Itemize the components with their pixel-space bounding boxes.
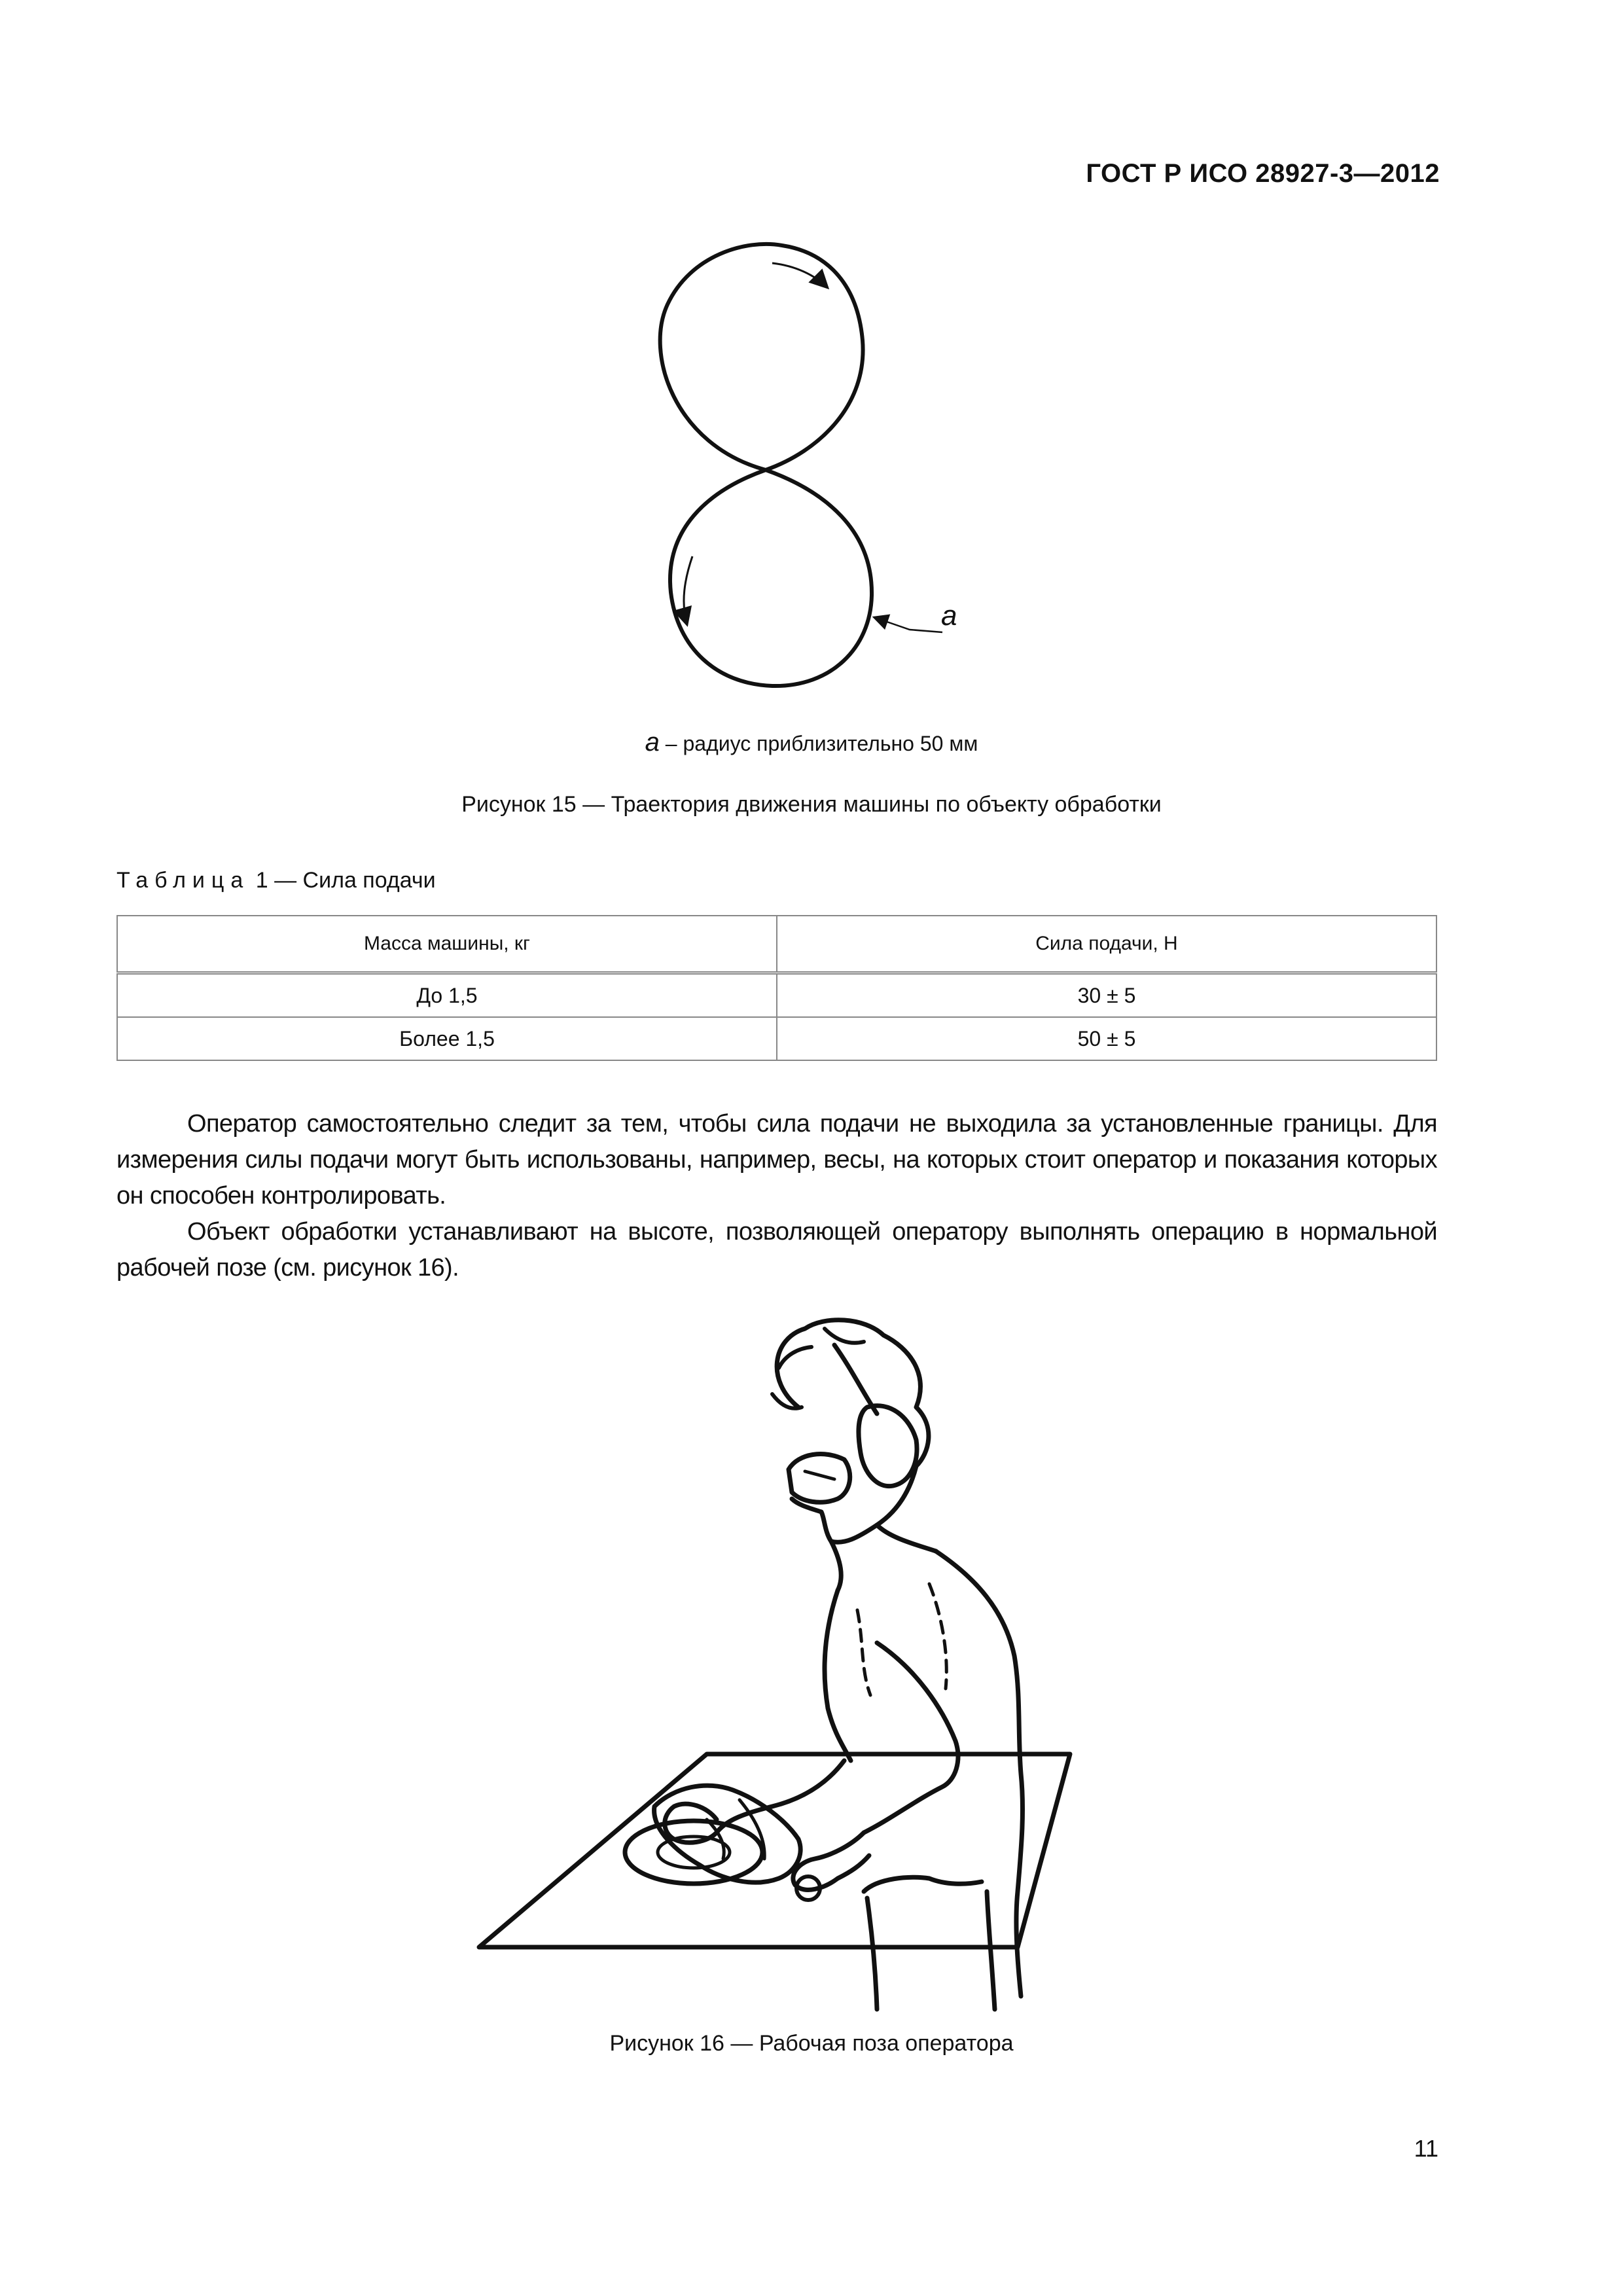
operator-posture-illustration — [458, 1302, 1113, 2022]
ear-protector-band — [834, 1345, 877, 1414]
feed-force-table — [116, 915, 1437, 1061]
operator-head — [777, 1320, 929, 1543]
table-row — [117, 1017, 1436, 1060]
page-number: 11 — [1414, 2135, 1438, 2162]
figure15-legend — [0, 728, 1623, 757]
paragraph: Объект обработки устанавливают на высоте, позволяющей оператору выполнять операцию в нормальной рабочей позе (см. рисунок 16). — [116, 1218, 1437, 1282]
standard-code-header: ГОСТ Р ИСО 28927-3—2012 — [1086, 159, 1440, 188]
ear-protector-icon — [859, 1406, 917, 1486]
table-cell-mass: Более 1,5 — [117, 1017, 777, 1060]
operator-collar — [831, 1525, 936, 1590]
work-table — [479, 1754, 1070, 1947]
safety-goggles-icon — [789, 1454, 850, 1503]
angle-grinder-body-icon — [654, 1785, 801, 1882]
paragraph: Оператор самостоятельно следит за тем, чтобы сила подачи не выходила за установленные границы. Для измерения силы подачи могут быть использованы, например, весы, на которых стоит оператор и показания которых он способен контролировать. — [116, 1110, 1437, 1210]
legend-symbol: a — [645, 728, 660, 757]
column-header-mass: Масса машины, кг — [117, 916, 777, 973]
table1-caption — [116, 868, 436, 893]
table-header-row — [117, 916, 1436, 973]
operator-hand-right — [793, 1833, 869, 1890]
column-header-force: Сила подачи, Н — [777, 916, 1436, 973]
body-text — [116, 1106, 1437, 1286]
operator-trousers — [864, 1877, 995, 2009]
trajectory-path — [660, 244, 872, 686]
shirt-seam — [857, 1584, 946, 1695]
table-title: 1 — Сила подачи — [249, 868, 436, 893]
operator-arm-upper — [864, 1643, 958, 1833]
table-word: Таблица — [116, 868, 250, 893]
table-cell-mass: До 1,5 — [117, 973, 777, 1018]
radius-leader-line — [874, 617, 942, 632]
grinder-disc-icon — [625, 1821, 762, 1884]
operator-back — [936, 1551, 1023, 1996]
direction-arrow-top — [772, 263, 828, 288]
direction-arrow-bottom — [684, 556, 692, 625]
table-cell-force: 30 ± 5 — [777, 973, 1436, 1018]
figure16-caption: Рисунок 16 — Рабочая поза оператора — [609, 2031, 1014, 2056]
legend-text: – радиус приблизительно 50 мм — [659, 732, 978, 755]
operator-front — [825, 1590, 851, 1761]
table-row — [117, 973, 1436, 1018]
figure-eight-trajectory-diagram — [648, 242, 957, 713]
table-cell-force: 50 ± 5 — [777, 1017, 1436, 1060]
radius-label: a — [941, 600, 957, 632]
figure15-caption: Рисунок 15 — Траектория движения машины по объекту обработки — [461, 792, 1162, 817]
